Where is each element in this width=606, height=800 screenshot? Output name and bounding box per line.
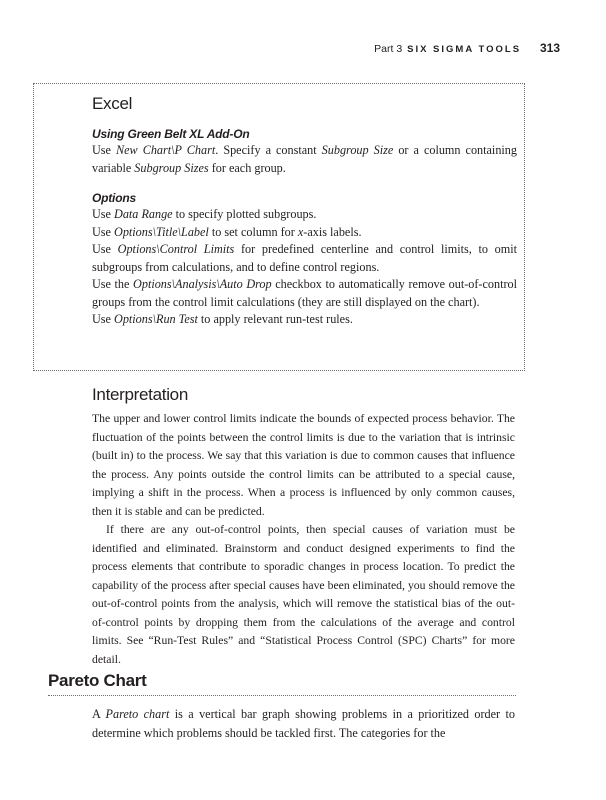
pareto-section bbox=[92, 705, 515, 742]
interpretation-paragraph-2: If there are any out-of-control points, then special causes of variation must be identified and eliminated. Brainstorm and conduct designed experiments to find the process elements that contribute to sporadic changes in process location. To predict the capability of the process after special causes have been eliminated, you should remove the out-of-control points from the analysis, which will remove the statistical bias of the out-of-control points by dropping them from the calculations of the average and control limits. See “Run-Test Rules” and “Statistical Process Control (SPC) Charts” for more detail. bbox=[92, 523, 515, 666]
text-run: or a column containing variable bbox=[92, 143, 517, 175]
option-line bbox=[92, 224, 517, 242]
option-line bbox=[92, 241, 517, 276]
italic-term: Data Range bbox=[114, 207, 173, 221]
text-run: for predefined centerline and control limits, to omit subgroups from calculations, and to define control regions. bbox=[92, 242, 517, 274]
italic-term: Options\Control Limits bbox=[117, 242, 235, 256]
page-number: 313 bbox=[539, 41, 560, 55]
addon-subheading: Using Green Belt XL Add-On bbox=[92, 127, 250, 141]
options-subheading: Options bbox=[92, 191, 136, 205]
text-run: Use bbox=[92, 312, 115, 326]
italic-term: x bbox=[297, 224, 304, 239]
text-run: Use bbox=[92, 207, 115, 221]
pareto-intro-paragraph bbox=[92, 705, 515, 742]
italic-term: Pareto chart bbox=[105, 707, 170, 721]
interpretation-section bbox=[92, 385, 515, 669]
running-head bbox=[374, 41, 560, 55]
text-run: Use bbox=[92, 143, 116, 157]
addon-paragraph bbox=[92, 142, 517, 177]
italic-term: Options\Run Test bbox=[114, 312, 198, 326]
interpretation-heading: Interpretation bbox=[92, 385, 188, 404]
text-run: checkbox to automatically remove out-of-control groups from the control limit calculations (they are still displayed on the chart). bbox=[92, 277, 518, 309]
text-run: . Specify a constant bbox=[215, 143, 322, 157]
excel-box-content bbox=[92, 94, 517, 329]
text-run: to specify plotted subgroups. bbox=[172, 207, 317, 221]
italic-term: Options\Title\Label bbox=[114, 224, 209, 239]
text-run: -axis labels. bbox=[303, 224, 362, 239]
text-run: Use the bbox=[92, 277, 134, 291]
text-run: Use bbox=[92, 224, 115, 239]
text-run: to set column for bbox=[208, 224, 298, 239]
excel-heading: Excel bbox=[92, 94, 133, 113]
text-run: Use bbox=[92, 242, 118, 256]
italic-term: Subgroup Size bbox=[321, 143, 394, 157]
part-title: SIX SIGMA TOOLS bbox=[407, 44, 522, 55]
italic-term: New Chart\P Chart bbox=[116, 143, 216, 157]
option-line bbox=[92, 311, 517, 329]
pareto-chart-heading: Pareto Chart bbox=[48, 671, 516, 696]
italic-term: Options\Analysis\Auto Drop bbox=[133, 277, 272, 291]
italic-term: Subgroup Sizes bbox=[134, 160, 209, 175]
text-run: for each group. bbox=[208, 160, 286, 175]
text-run: is a vertical bar graph showing problems in a prioritized order to determine which problems should be tackled first. The categories for the bbox=[92, 707, 515, 740]
option-line bbox=[92, 276, 517, 311]
text-run: A bbox=[92, 707, 106, 721]
option-line bbox=[92, 206, 517, 224]
interpretation-paragraph-1: The upper and lower control limits indicate the bounds of expected process behavior. The fluctuation of the points between the control limits is due to the variation that is intrinsic (built in) to the process. We say that this variation is due to common causes that influence the process. Any points outside the control limits can be attributed to a special cause, implying a shift in the process. When a process is influenced by only common causes, then it is stable and can be predicted. bbox=[92, 412, 515, 518]
text-run: to apply relevant run-test rules. bbox=[197, 312, 353, 326]
part-label: Part 3 bbox=[374, 43, 403, 55]
excel-instructions-box bbox=[33, 83, 525, 371]
